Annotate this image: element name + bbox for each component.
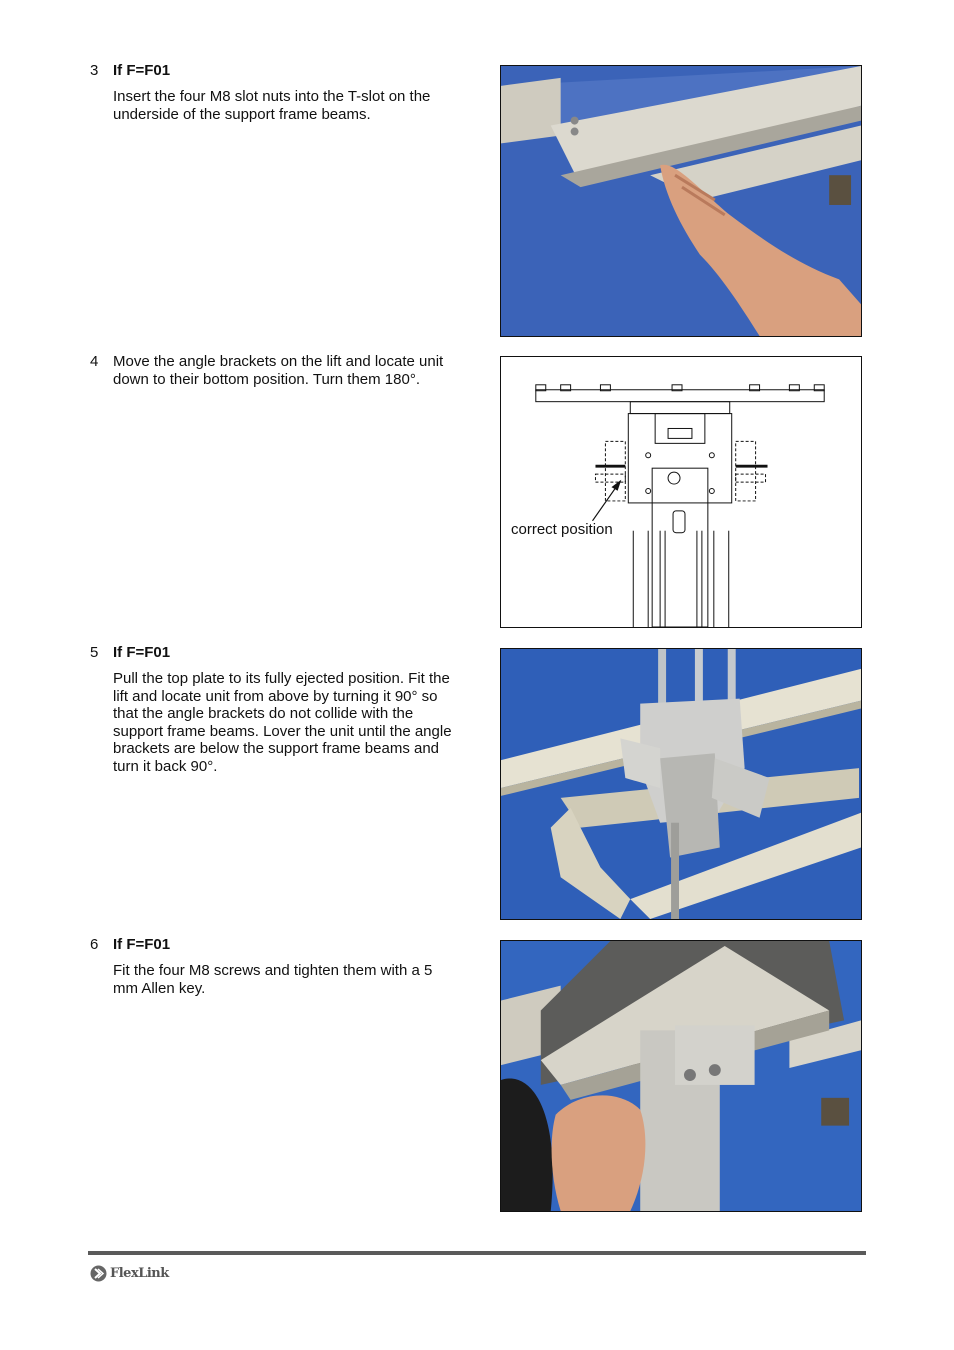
- step-text: Fit the four M8 screws and tighten them with a 5 mm Allen key.: [113, 962, 433, 997]
- flexlink-logo: [90, 1263, 169, 1283]
- drawing-angle-brackets: [500, 356, 862, 628]
- step-heading: If F=F01: [113, 62, 171, 79]
- callout-label: correct position: [511, 521, 613, 538]
- logo-text: FlexLink: [110, 1265, 169, 1281]
- photo-slot-nuts: [500, 65, 862, 337]
- footer-rule: [88, 1251, 866, 1255]
- step-heading: If F=F01: [113, 936, 171, 953]
- step-number: 6: [90, 936, 99, 953]
- step-text: Pull the top plate to its fully ejected position. Fit the lift and locate unit from above by turning it 90° so that the angle brackets do not collide with the support frame beams. Lover the unit until the angle brackets are below the support frame beams and turn it back 90°.: [113, 670, 452, 775]
- step-heading: If F=F01: [113, 644, 171, 661]
- photo-fit-unit: [500, 648, 862, 920]
- step-text: Insert the four M8 slot nuts into the T-slot on the underside of the support frame beams.: [113, 88, 431, 123]
- flexlink-logo-icon: [90, 1265, 107, 1282]
- step-number: 3: [90, 62, 99, 79]
- photo-tighten-screws: [500, 940, 862, 1212]
- step-number: 5: [90, 644, 99, 661]
- step-text: Move the angle brackets on the lift and locate unit down to their bottom position. Turn them 180°.: [113, 353, 444, 388]
- step-number: 4: [90, 353, 99, 370]
